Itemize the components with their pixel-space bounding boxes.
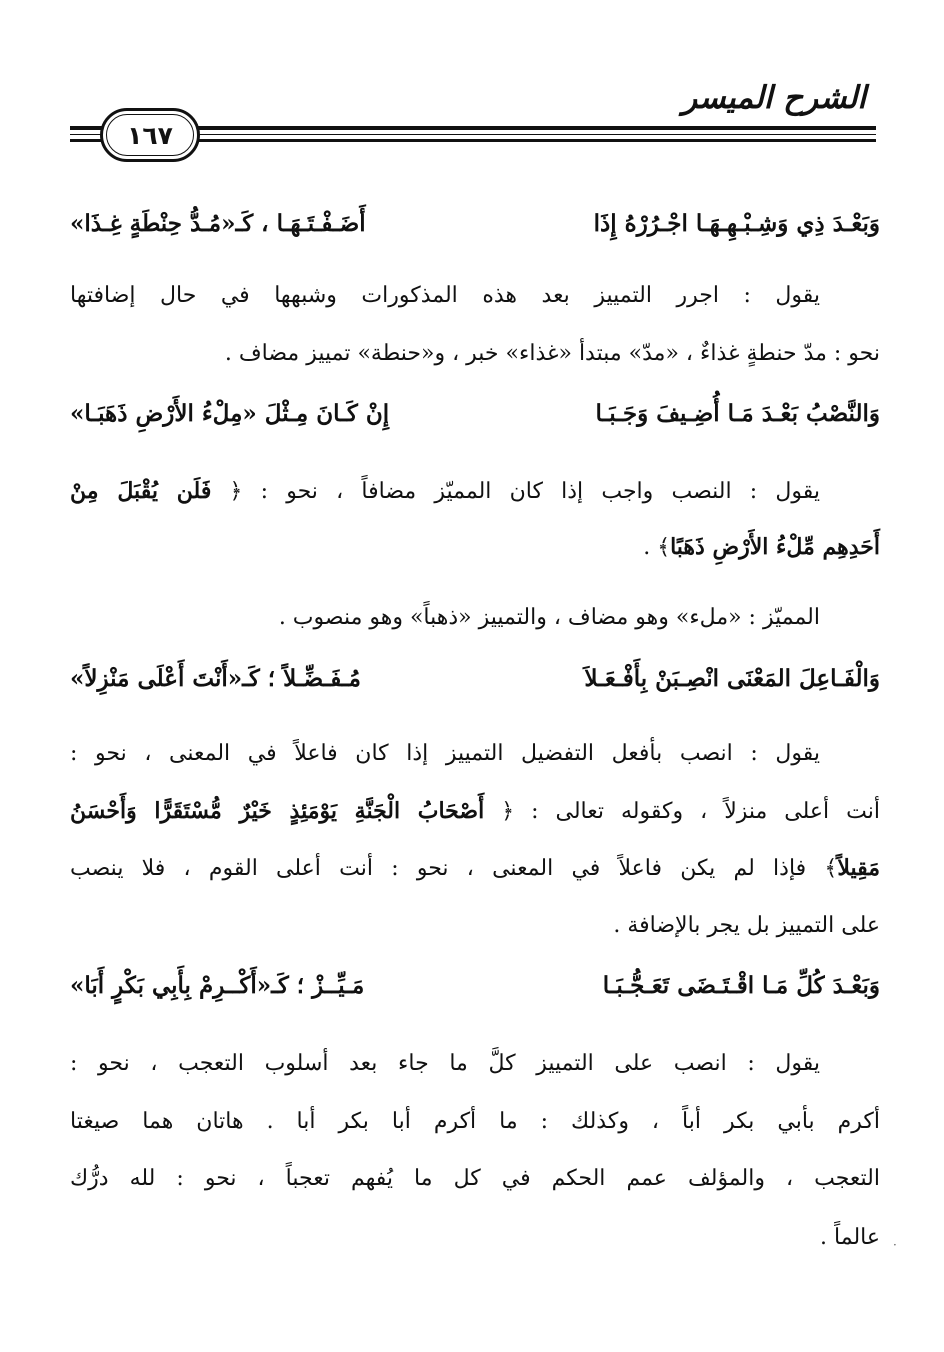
paragraph-line: يقول : انصب على التمييز كلَّ ما جاء بعد أسلوب التعجب ، نحو : <box>70 1051 820 1076</box>
text-segment: يقول : النصب واجب إذا كان المميّز مضافاً ، نحو : ﴿ <box>229 479 820 504</box>
paragraph-line <box>70 851 880 885</box>
running-header-title: الشرح الميسر <box>682 80 866 116</box>
paragraph-line: يقول : انصب بأفعل التفضيل التمييز إذا كان فاعلاً في المعنى ، نحو : <box>70 741 820 766</box>
paragraph-line: عالماً . <box>820 1225 880 1250</box>
text-segment: ﴾ . <box>643 535 671 560</box>
verse-first-hemistich: وَبَعْـدَ كُلِّ مَـا اقْـتَـضَى تَعَـجُّـبَـا <box>602 972 880 999</box>
verse-second-hemistich: مَـيِّــزْ ؛ كَـ«أَكْــرِمْ بِأَبِي بَكْرٍ أَبَا» <box>70 972 365 999</box>
verse-second-hemistich: إِنْ كَـانَ مِـثْلَ «مِلْءُ الأَرْضِ ذَهَبَـا» <box>70 400 390 427</box>
quran-quote: فَلَن يُقْبَلَ مِنْ <box>70 478 212 504</box>
page-number-frame <box>100 108 200 162</box>
verse-second-hemistich: مُـفَـضِّـلاً ؛ كَـ«أَنْتَ أَعْلَى مَنْزِلاً» <box>70 665 361 692</box>
paragraph-line: نحو : مدّ حنطةٍ غذاءٌ ، «مدّ» مبتدأ «غذاء» خبر ، و«حنطة» تمييز مضاف . <box>224 341 880 366</box>
text-segment: ﴾ فإذا لم يكن فاعلاً في المعنى ، نحو : أنت أعلى القوم ، فلا ينصب <box>70 856 838 881</box>
paragraph-line: التعجب ، والمؤلف عمم الحكم في كل ما يُفهم تعجباً ، نحو : لله درُّك <box>70 1166 880 1191</box>
paragraph-line: يقول : اجرر التمييز بعد هذه المذكورات وشبهها في حال إضافتها <box>70 283 820 308</box>
paragraph-line: أكرم بأبي بكر أباً ، وكذلك : ما أكرم أبا بكر أبا . هاتان هما صيغتا <box>70 1109 880 1134</box>
verse-line-4 <box>70 968 880 1004</box>
paragraph-line <box>70 794 880 828</box>
verse-first-hemistich: وَالْفَـاعِلَ المَعْنَى انْصِـبَنْ بِأَفْـعَـلاَ <box>584 665 880 692</box>
paragraph-line <box>70 474 880 508</box>
verse-line-2 <box>70 396 880 432</box>
quran-quote: مَقِيلاً <box>837 855 880 881</box>
scan-speck: · <box>893 1238 897 1252</box>
quran-quote: أَحَدِهِم مِّلْءُ الأَرْضِ ذَهَبًا <box>670 534 880 560</box>
quran-quote: أَصْحَابُ الْجَنَّةِ يَوْمَئِذٍ خَيْرٌ مُّسْتَقَرًّا وَأَحْسَنُ <box>70 798 485 824</box>
text-segment: أنت أعلى منزلاً ، وكقوله تعالى : ﴿ <box>501 799 881 824</box>
page-number: ١٦٧ <box>127 120 173 150</box>
verse-line-1 <box>70 206 880 242</box>
paragraph-line: المميّز : «ملء» وهو مضاف ، والتمييز «ذهباً» وهو منصوب . <box>278 605 820 630</box>
verse-second-hemistich: أَضَـفْـتَـهَـا ، كَـ«مُـدُّ حِنْطَةٍ غِـذَا» <box>70 210 366 237</box>
paragraph-line <box>70 530 880 564</box>
verse-first-hemistich: وَبَعْـدَ ذِي وَشِـبْـهِـهَـا اجْـرُرْهُ إِذَا <box>593 210 880 237</box>
verse-line-3 <box>70 661 880 697</box>
verse-first-hemistich: وَالنَّصْبُ بَعْـدَ مَـا أُضِـيفَ وَجَـبَـا <box>595 400 880 427</box>
paragraph-line: على التمييز بل يجر بالإضافة . <box>613 913 880 938</box>
